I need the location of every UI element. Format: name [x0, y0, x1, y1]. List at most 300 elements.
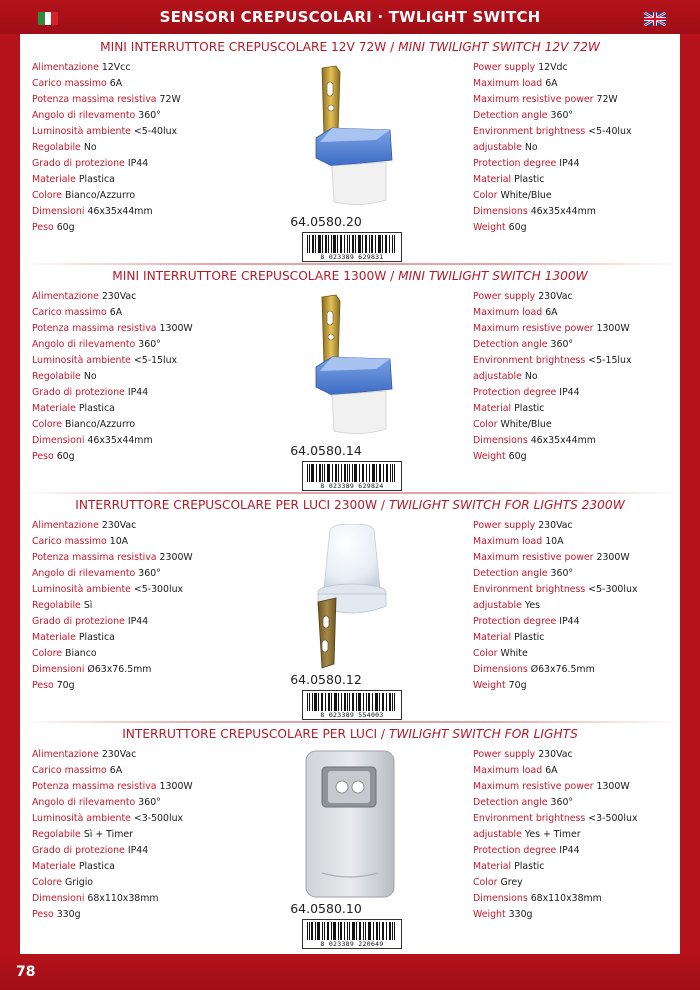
spec-label: Environment brightness: [473, 355, 586, 366]
spec-row: [32, 779, 282, 795]
spec-row: [473, 321, 678, 337]
spec-value: 60g: [56, 451, 75, 462]
spec-value: Sì + Timer: [83, 829, 133, 840]
spec-row: [32, 646, 282, 662]
spec-value: 360°: [550, 797, 574, 808]
spec-value: IP44: [559, 387, 580, 398]
spec-label: Grado di protezione: [32, 387, 125, 398]
spec-label: Materiale: [32, 174, 76, 185]
product-title-it: INTERRUTTORE CREPUSCOLARE PER LUCI 2300W /: [75, 498, 389, 512]
spec-row: [32, 60, 282, 76]
spec-value: 10A: [109, 536, 129, 547]
spec-row: [32, 678, 282, 694]
spec-value: 12Vdc: [538, 62, 568, 73]
spec-row: [32, 859, 282, 875]
spec-label: Detection angle: [473, 568, 548, 579]
spec-label: Material: [473, 403, 512, 414]
spec-label: Grado di protezione: [32, 616, 125, 627]
product-title-en: TWILIGHT SWITCH FOR LIGHTS 2300W: [388, 498, 625, 512]
spec-row: [473, 811, 678, 827]
spec-row: [32, 124, 282, 140]
product-title: [20, 498, 680, 512]
spec-row: [473, 566, 678, 582]
spec-label: Materiale: [32, 632, 76, 643]
spec-value: 68x110x38mm: [530, 893, 602, 904]
spec-label: Potenza massima resistiva: [32, 781, 157, 792]
spec-label: Protection degree: [473, 387, 557, 398]
spec-row: [32, 598, 282, 614]
spec-row: [473, 140, 678, 156]
spec-row: [473, 76, 678, 92]
product-code: 64.0580.12: [290, 672, 362, 687]
box-twilight-switch-image: [302, 749, 398, 899]
spec-label: Maximum load: [473, 536, 543, 547]
specs-italian: [32, 60, 282, 236]
spec-label: adjustable: [473, 142, 522, 153]
spec-row: [32, 188, 282, 204]
spec-value: No: [83, 371, 97, 382]
product-title-it: INTERRUTTORE CREPUSCOLARE PER LUCI /: [122, 727, 389, 741]
spec-row: [32, 108, 282, 124]
spec-row: [473, 859, 678, 875]
spec-label: Regolabile: [32, 142, 81, 153]
spec-value: Grigio: [65, 877, 94, 888]
spec-label: Color: [473, 877, 498, 888]
spec-value: 1300W: [159, 323, 193, 334]
spec-label: Potenza massima resistiva: [32, 323, 157, 334]
spec-value: IP44: [127, 616, 149, 627]
spec-label: Protection degree: [473, 616, 557, 627]
spec-value: 46x35x44mm: [87, 206, 153, 217]
barcode-bars-icon: [307, 922, 397, 940]
spec-row: [32, 92, 282, 108]
spec-label: Alimentazione: [32, 291, 99, 302]
spec-row: [32, 630, 282, 646]
spec-value: IP44: [127, 845, 149, 856]
spec-value: 60g: [508, 451, 527, 462]
spec-row: [473, 156, 678, 172]
spec-row: [32, 550, 282, 566]
spec-value: 360°: [550, 339, 574, 350]
spec-row: [32, 582, 282, 598]
spec-row: [473, 220, 678, 236]
spec-row: [32, 289, 282, 305]
uk-flag-icon: [644, 12, 666, 26]
product-title: [20, 727, 680, 741]
mini-twilight-switch-image: [302, 291, 402, 441]
product-title: [20, 40, 680, 54]
spec-value: White: [500, 648, 528, 659]
spec-row: [32, 172, 282, 188]
spec-value: 230Vac: [101, 520, 137, 531]
spec-label: Peso: [32, 680, 54, 691]
spec-label: Dimensions: [473, 435, 528, 446]
spec-label: Color: [473, 648, 498, 659]
specs-english: [473, 747, 678, 923]
spec-label: Colore: [32, 648, 63, 659]
page-number: 78: [16, 964, 36, 980]
spec-label: Colore: [32, 877, 63, 888]
spec-row: [473, 385, 678, 401]
product-title-it: MINI INTERRUTTORE CREPUSCOLARE 12V 72W /: [100, 40, 399, 54]
spec-value: 230Vac: [538, 520, 573, 531]
spec-row: [32, 827, 282, 843]
product-section: [20, 496, 680, 722]
spec-label: Carico massimo: [32, 536, 107, 547]
spec-label: Color: [473, 419, 498, 430]
section-divider: [20, 492, 680, 494]
spec-label: Power supply: [473, 749, 536, 760]
spec-label: Regolabile: [32, 600, 81, 611]
spec-value: 70g: [508, 680, 527, 691]
spec-label: Alimentazione: [32, 749, 99, 760]
spec-row: [473, 646, 678, 662]
spec-label: Power supply: [473, 62, 536, 73]
barcode-bars-icon: [307, 464, 397, 482]
spec-row: [32, 614, 282, 630]
spec-value: 360°: [550, 568, 574, 579]
spec-value: 6A: [109, 78, 123, 89]
spec-row: [32, 305, 282, 321]
mini-twilight-switch-image: [302, 62, 402, 212]
barcode: [302, 690, 402, 720]
spec-row: [473, 172, 678, 188]
spec-value: 360°: [138, 797, 161, 808]
spec-label: Material: [473, 861, 512, 872]
spec-value: No: [524, 371, 538, 382]
spec-row: [473, 449, 678, 465]
spec-value: Plastic: [514, 403, 545, 414]
spec-row: [473, 843, 678, 859]
spec-label: Carico massimo: [32, 765, 107, 776]
spec-row: [32, 907, 282, 923]
specs-english: [473, 60, 678, 236]
spec-label: Colore: [32, 419, 63, 430]
spec-value: 330g: [508, 909, 533, 920]
spec-value: 70g: [56, 680, 75, 691]
product-section: [20, 267, 680, 493]
spec-label: Luminosità ambiente: [32, 813, 131, 824]
spec-row: [473, 550, 678, 566]
spec-value: No: [83, 142, 97, 153]
spec-value: 46x35x44mm: [530, 206, 596, 217]
spec-label: Maximum resistive power: [473, 552, 594, 563]
page-title: SENSORI CREPUSCOLARI · TWLIGHT SWITCH: [159, 8, 541, 26]
spec-value: 10A: [545, 536, 564, 547]
spec-value: 360°: [138, 110, 161, 121]
spec-label: Environment brightness: [473, 813, 586, 824]
spec-label: Environment brightness: [473, 584, 586, 595]
spec-label: Potenza massima resistiva: [32, 94, 157, 105]
barcode-number: 8 023389 220649: [303, 941, 401, 948]
specs-italian: [32, 747, 282, 923]
spec-label: Angolo di rilevamento: [32, 797, 136, 808]
specs-english: [473, 289, 678, 465]
spec-label: Protection degree: [473, 845, 557, 856]
spec-row: [32, 369, 282, 385]
spec-value: Plastic: [514, 174, 545, 185]
spec-value: Plastica: [78, 174, 115, 185]
spec-value: Plastic: [514, 632, 545, 643]
spec-label: Maximum resistive power: [473, 323, 594, 334]
barcode-number: 8 023389 554003: [303, 712, 401, 719]
spec-label: Peso: [32, 222, 54, 233]
spec-row: [473, 60, 678, 76]
spec-row: [473, 401, 678, 417]
spec-value: <3-500lux: [588, 813, 638, 824]
spec-label: Weight: [473, 222, 506, 233]
specs-english: [473, 518, 678, 694]
spec-value: 360°: [550, 110, 574, 121]
product-title-it: MINI INTERRUTTORE CREPUSCOLARE 1300W /: [112, 269, 399, 283]
spec-row: [473, 662, 678, 678]
spec-label: Dimensions: [473, 206, 528, 217]
spec-label: Power supply: [473, 291, 536, 302]
spec-label: Material: [473, 632, 512, 643]
spec-row: [473, 92, 678, 108]
spec-label: Peso: [32, 451, 54, 462]
product-code: 64.0580.10: [290, 901, 362, 916]
spec-value: <5-15lux: [133, 355, 178, 366]
spec-value: <5-300lux: [588, 584, 638, 595]
spec-label: adjustable: [473, 600, 522, 611]
spec-row: [473, 433, 678, 449]
spec-value: <5-40lux: [133, 126, 178, 137]
spec-value: White/Blue: [500, 190, 552, 201]
barcode-number: 8 023389 629831: [303, 254, 401, 261]
spec-row: [32, 843, 282, 859]
spec-value: 230Vac: [538, 291, 573, 302]
spec-row: [473, 875, 678, 891]
spec-row: [32, 353, 282, 369]
spec-label: adjustable: [473, 371, 522, 382]
product-title-en: MINI TWILIGHT SWITCH 12V 72W: [398, 40, 600, 54]
spec-row: [32, 518, 282, 534]
spec-value: Plastic: [514, 861, 545, 872]
spec-row: [32, 875, 282, 891]
section-divider: [20, 263, 680, 265]
spec-value: 1300W: [596, 323, 630, 334]
spec-value: 1300W: [159, 781, 193, 792]
spec-value: Yes: [524, 600, 540, 611]
spec-row: [473, 337, 678, 353]
spec-row: [473, 534, 678, 550]
spec-label: Dimensioni: [32, 893, 85, 904]
spec-label: Maximum load: [473, 765, 543, 776]
spec-value: Plastica: [78, 403, 115, 414]
spec-value: 46x35x44mm: [530, 435, 596, 446]
spec-row: [32, 321, 282, 337]
spec-value: 6A: [109, 307, 123, 318]
spec-label: Regolabile: [32, 371, 81, 382]
spec-row: [32, 337, 282, 353]
spec-label: Grado di protezione: [32, 845, 125, 856]
spec-row: [32, 433, 282, 449]
spec-value: 72W: [159, 94, 181, 105]
spec-label: Dimensions: [473, 664, 528, 675]
spec-row: [32, 220, 282, 236]
section-divider: [20, 721, 680, 723]
page-header: [0, 0, 700, 34]
spec-label: Materiale: [32, 861, 76, 872]
spec-value: Ø63x76.5mm: [87, 664, 152, 675]
spec-value: Yes + Timer: [524, 829, 581, 840]
spec-row: [473, 353, 678, 369]
spec-label: Weight: [473, 680, 506, 691]
spec-row: [473, 417, 678, 433]
barcode: [302, 232, 402, 262]
barcode: [302, 461, 402, 491]
spec-value: <5-300lux: [133, 584, 184, 595]
spec-value: 60g: [56, 222, 75, 233]
spec-value: 230Vac: [101, 291, 137, 302]
spec-value: 6A: [545, 765, 558, 776]
specs-italian: [32, 289, 282, 465]
spec-value: <3-500lux: [133, 813, 184, 824]
spec-row: [32, 449, 282, 465]
spec-label: Weight: [473, 451, 506, 462]
spec-row: [32, 747, 282, 763]
spec-value: 68x110x38mm: [87, 893, 159, 904]
spec-label: Detection angle: [473, 339, 548, 350]
spec-row: [473, 204, 678, 220]
product-title-en: MINI TWILIGHT SWITCH 1300W: [398, 269, 588, 283]
spec-value: <5-15lux: [588, 355, 632, 366]
spec-row: [473, 518, 678, 534]
catalog-page: [20, 34, 680, 954]
spec-row: [32, 763, 282, 779]
spec-value: Bianco/Azzurro: [65, 190, 136, 201]
product-code: 64.0580.14: [290, 443, 362, 458]
spec-row: [32, 795, 282, 811]
barcode-bars-icon: [307, 235, 397, 253]
spec-row: [32, 417, 282, 433]
spec-value: 2300W: [596, 552, 630, 563]
spec-row: [473, 763, 678, 779]
spec-row: [32, 140, 282, 156]
spec-row: [473, 779, 678, 795]
spec-row: [473, 108, 678, 124]
spec-row: [473, 630, 678, 646]
spec-value: 330g: [56, 909, 81, 920]
spec-label: Dimensioni: [32, 435, 85, 446]
spec-label: Protection degree: [473, 158, 557, 169]
spec-value: Plastica: [78, 632, 115, 643]
spec-value: IP44: [559, 845, 580, 856]
spec-label: Maximum resistive power: [473, 781, 594, 792]
spec-value: <5-40lux: [588, 126, 632, 137]
spec-value: Grey: [500, 877, 523, 888]
page-footer: [0, 954, 700, 990]
spec-label: Colore: [32, 190, 63, 201]
spec-value: White/Blue: [500, 419, 552, 430]
dome-twilight-switch-image: [290, 524, 405, 674]
spec-label: Maximum load: [473, 78, 543, 89]
spec-row: [473, 678, 678, 694]
spec-value: IP44: [559, 616, 580, 627]
spec-label: Weight: [473, 909, 506, 920]
barcode-number: 8 023389 629824: [303, 483, 401, 490]
spec-label: adjustable: [473, 829, 522, 840]
spec-label: Dimensioni: [32, 664, 85, 675]
specs-italian: [32, 518, 282, 694]
spec-value: 360°: [138, 339, 161, 350]
spec-label: Grado di protezione: [32, 158, 125, 169]
spec-label: Angolo di rilevamento: [32, 568, 136, 579]
spec-row: [32, 534, 282, 550]
spec-value: IP44: [127, 158, 149, 169]
spec-value: Plastica: [78, 861, 115, 872]
spec-label: Peso: [32, 909, 54, 920]
spec-row: [32, 566, 282, 582]
spec-label: Dimensioni: [32, 206, 85, 217]
spec-row: [32, 204, 282, 220]
spec-label: Potenza massima resistiva: [32, 552, 157, 563]
spec-label: Carico massimo: [32, 307, 107, 318]
spec-row: [32, 385, 282, 401]
spec-label: Maximum load: [473, 307, 543, 318]
spec-value: 230Vac: [101, 749, 137, 760]
spec-value: Bianco: [65, 648, 97, 659]
spec-label: Maximum resistive power: [473, 94, 594, 105]
spec-row: [32, 76, 282, 92]
spec-row: [473, 582, 678, 598]
spec-label: Power supply: [473, 520, 536, 531]
spec-value: 6A: [545, 307, 558, 318]
spec-value: 12Vcc: [101, 62, 131, 73]
spec-value: 6A: [545, 78, 558, 89]
spec-row: [32, 156, 282, 172]
spec-label: Luminosità ambiente: [32, 355, 131, 366]
spec-row: [473, 614, 678, 630]
product-section: [20, 725, 680, 951]
spec-label: Luminosità ambiente: [32, 126, 131, 137]
spec-label: Carico massimo: [32, 78, 107, 89]
product-section: [20, 38, 680, 264]
spec-row: [473, 289, 678, 305]
spec-value: 46x35x44mm: [87, 435, 153, 446]
spec-label: Alimentazione: [32, 62, 99, 73]
spec-value: 1300W: [596, 781, 630, 792]
spec-value: 230Vac: [538, 749, 573, 760]
spec-row: [473, 598, 678, 614]
spec-row: [473, 827, 678, 843]
spec-label: Luminosità ambiente: [32, 584, 131, 595]
spec-label: Environment brightness: [473, 126, 586, 137]
product-code: 64.0580.20: [290, 214, 362, 229]
spec-value: No: [524, 142, 538, 153]
spec-value: 72W: [596, 94, 618, 105]
spec-label: Detection angle: [473, 110, 548, 121]
barcode: [302, 919, 402, 949]
spec-row: [473, 124, 678, 140]
spec-row: [473, 747, 678, 763]
spec-label: Color: [473, 190, 498, 201]
spec-label: Angolo di rilevamento: [32, 110, 136, 121]
product-title-en: TWILIGHT SWITCH FOR LIGHTS: [388, 727, 578, 741]
product-title: [20, 269, 680, 283]
spec-value: Bianco/Azzurro: [65, 419, 136, 430]
spec-row: [473, 305, 678, 321]
barcode-bars-icon: [307, 693, 397, 711]
spec-value: 6A: [109, 765, 123, 776]
spec-row: [473, 795, 678, 811]
spec-label: Detection angle: [473, 797, 548, 808]
spec-label: Material: [473, 174, 512, 185]
spec-row: [473, 369, 678, 385]
spec-value: 60g: [508, 222, 527, 233]
spec-row: [473, 891, 678, 907]
